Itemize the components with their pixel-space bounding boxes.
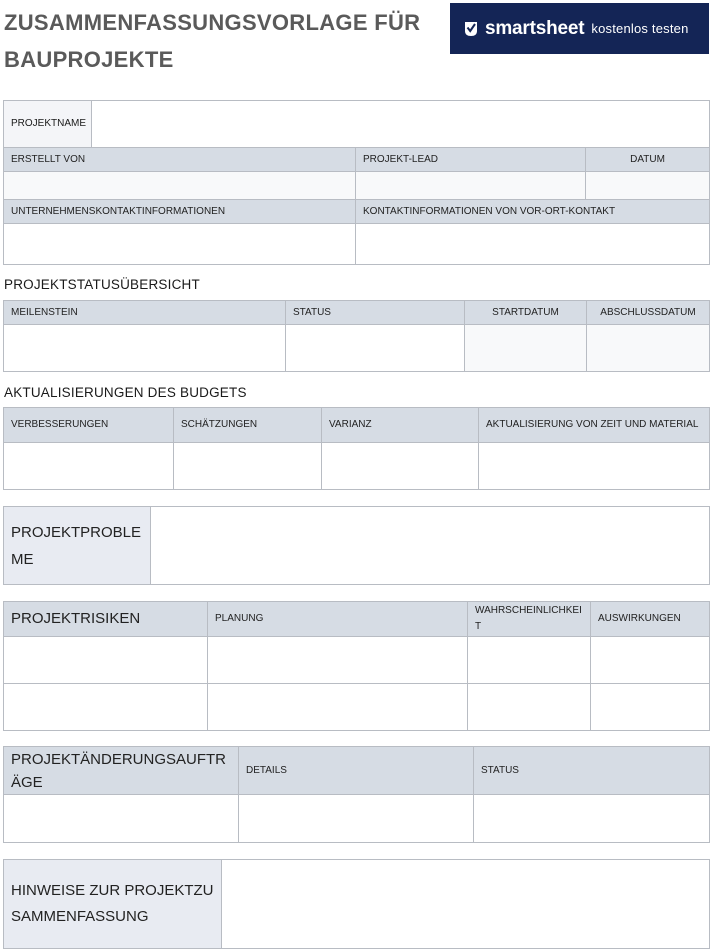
status-header: STATUS	[286, 301, 465, 325]
variance-header: VARIANZ	[322, 408, 479, 443]
onsite-contact-field[interactable]	[356, 224, 710, 265]
brand-name: smartsheet	[485, 17, 585, 39]
date-header: DATUM	[586, 148, 710, 172]
created-by-header: ERSTELLT VON	[4, 148, 356, 172]
improvements-header: VERBESSERUNGEN	[4, 408, 174, 443]
problems-field[interactable]	[151, 507, 710, 585]
planning-field[interactable]	[208, 637, 468, 684]
project-lead-field[interactable]	[356, 172, 586, 200]
created-by-field[interactable]	[4, 172, 356, 200]
risk-field[interactable]	[4, 637, 208, 684]
milestone-field[interactable]	[4, 325, 286, 372]
estimates-header: SCHÄTZUNGEN	[174, 408, 322, 443]
status-overview-heading: PROJEKTSTATUSÜBERSICHT	[4, 277, 200, 292]
risks-label: PROJEKTRISIKEN	[4, 602, 208, 637]
project-name-label: PROJEKTNAME	[4, 101, 92, 148]
project-lead-header: PROJEKT-LEAD	[356, 148, 586, 172]
end-date-field[interactable]	[587, 325, 710, 372]
risks-table	[3, 601, 710, 731]
budget-table	[3, 407, 710, 490]
impact-field[interactable]	[591, 684, 710, 731]
problems-table	[3, 506, 710, 585]
free-trial-link[interactable]: kostenlos testen	[591, 21, 689, 36]
impact-field[interactable]	[591, 637, 710, 684]
change-status-field[interactable]	[474, 795, 710, 843]
planning-field[interactable]	[208, 684, 468, 731]
impact-header: AUSWIRKUNGEN	[591, 602, 710, 637]
start-date-field[interactable]	[465, 325, 587, 372]
onsite-contact-header: KONTAKTINFORMATIONEN VON VOR-ORT-KONTAKT	[356, 200, 710, 224]
date-field[interactable]	[586, 172, 710, 200]
notes-field[interactable]	[222, 860, 710, 949]
change-order-field[interactable]	[4, 795, 239, 843]
change-orders-table	[3, 746, 710, 843]
time-material-field[interactable]	[479, 443, 710, 490]
problems-label: PROJEKTPROBLEME	[4, 507, 151, 585]
milestone-header: MEILENSTEIN	[4, 301, 286, 325]
variance-field[interactable]	[322, 443, 479, 490]
end-date-header: ABSCHLUSSDATUM	[587, 301, 710, 325]
smartsheet-logo-icon	[464, 21, 478, 37]
probability-field[interactable]	[468, 684, 591, 731]
probability-header: WAHRSCHEINLICHKEIT	[468, 602, 591, 637]
notes-table	[3, 859, 710, 949]
page-title: ZUSAMMENFASSUNGSVORLAGE FÜR BAUPROJEKTE	[4, 10, 421, 72]
change-orders-label: PROJEKTÄNDERUNGSAUFTRÄGE	[4, 747, 239, 795]
improvements-field[interactable]	[4, 443, 174, 490]
budget-heading: AKTUALISIERUNGEN DES BUDGETS	[4, 385, 247, 400]
project-info-table	[3, 100, 710, 265]
smartsheet-banner[interactable]	[450, 3, 709, 54]
company-contact-header: UNTERNEHMENSKONTAKTINFORMATIONEN	[4, 200, 356, 224]
details-field[interactable]	[239, 795, 474, 843]
probability-field[interactable]	[468, 637, 591, 684]
estimates-field[interactable]	[174, 443, 322, 490]
notes-label: HINWEISE ZUR PROJEKTZUSAMMENFASSUNG	[4, 860, 222, 949]
change-status-header: STATUS	[474, 747, 710, 795]
project-name-field[interactable]	[92, 101, 710, 148]
time-material-header: AKTUALISIERUNG VON ZEIT UND MATERIAL	[479, 408, 710, 443]
risk-field[interactable]	[4, 684, 208, 731]
details-header: DETAILS	[239, 747, 474, 795]
status-field[interactable]	[286, 325, 465, 372]
status-overview-table	[3, 300, 710, 372]
start-date-header: STARTDATUM	[465, 301, 587, 325]
planning-header: PLANUNG	[208, 602, 468, 637]
company-contact-field[interactable]	[4, 224, 356, 265]
